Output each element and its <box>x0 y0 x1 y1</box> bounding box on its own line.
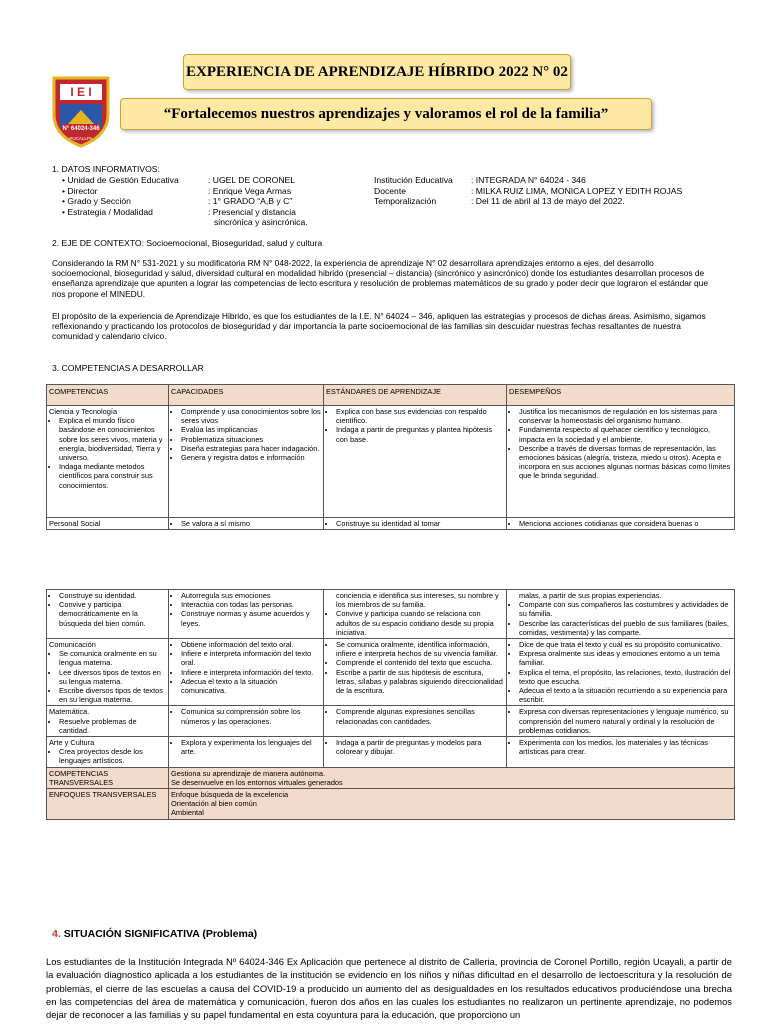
table-cell <box>169 639 324 706</box>
list-item: Orientación al bien común <box>171 799 257 809</box>
table-cell <box>169 518 324 530</box>
list-item: Se desenvuelve en los entornos virtuales generados <box>171 777 343 787</box>
datos-value: : UGEL DE CORONEL <box>208 175 296 185</box>
table-cell <box>507 406 735 518</box>
list-item: Ambiental <box>171 808 204 818</box>
list-item: • Comprende el contenido del texto que escucha. <box>336 658 504 667</box>
list-item: • Se comunica oralmente en su lengua materna. <box>59 649 166 667</box>
list-item: • Construye normas y asume acuerdos y leyes. <box>181 609 321 627</box>
continued-text: conciencia e identifica sus intereses, su nombre y los miembros de su familia. <box>336 591 499 610</box>
table-row <box>47 789 735 820</box>
table-cell <box>507 590 735 639</box>
datos-value: : INTEGRADA N° 64024 - 346 <box>471 175 586 185</box>
datos-left-labels <box>62 175 212 217</box>
list-item: • Explica con base sus evidencias con respaldo científico. <box>336 407 504 425</box>
list-item: • Adecua el texto a la situación recurriendo a su experiencia para escribir. <box>519 686 732 704</box>
table-cell <box>47 737 169 768</box>
contexto-paragraph-1: Considerando la RM N° 531-2021 y su modificatoria RM N° 048-2022, la experiencia de aprendizaje N° 02 desarrollara aprendizajes entorno a ejes, del desarrollo socioemocional, bioseguridad y salud, diversidad cultural en modalidad hibrido (presencial – distancia) (sincrónico y asincrónico) donde los estudiantes desarrollan procesos de enseñanza aprendizaje que apunten a lograr las competencias de lecto escritura y resolución de problemas matemáticos de su grado y poder decir que lograron el estándar que nos propone el MINEDU. <box>52 258 708 299</box>
list-item: • Diseña estrategias para hacer indagación. <box>181 444 321 453</box>
table-row <box>47 518 735 530</box>
list-item: Gestiona su aprendizaje de manera autónoma. <box>171 768 326 778</box>
table-cell <box>47 639 169 706</box>
list-item: • Resuelve problemas de cantidad. <box>59 717 166 735</box>
list-item: • Indaga a partir de preguntas y modelos para colorear y dibujar. <box>336 738 504 756</box>
table-cell: Personal Social <box>47 518 169 530</box>
list-item: • Dice de que trata el texto y cuál es su propósito comunicativo. <box>519 640 732 649</box>
list-item: • Escribe diversos tipos de textos en su lengua materna. <box>59 686 166 704</box>
table-row <box>47 706 735 737</box>
datos-label: • Grado y Sección <box>62 196 131 206</box>
header-capacidades: CAPACIDADES <box>169 385 324 406</box>
list-item: • Adecua el texto a la situación comunicativa. <box>181 677 321 695</box>
datos-value: : 1° GRADO “A,B y C” <box>208 196 293 206</box>
logo-top-text: I E I <box>70 85 92 99</box>
area-name: Comunicación <box>49 640 96 650</box>
list-item: • Se valora a sí mismo <box>181 519 321 528</box>
datos-label: Temporalización <box>374 196 437 206</box>
datos-right-labels <box>374 175 474 207</box>
datos-heading: 1. DATOS INFORMATIVOS: <box>52 164 160 174</box>
table-cell <box>507 639 735 706</box>
datos-label: Institución Educativa <box>374 175 453 185</box>
table-cell <box>47 590 169 639</box>
list-item: • Autorregula sus emociones <box>181 591 321 600</box>
table-cell <box>47 706 169 737</box>
table-cell <box>47 406 169 518</box>
datos-value: : MILKA RUIZ LIMA, MONICA LOPEZ Y EDITH ROJAS <box>471 185 683 196</box>
table-cell <box>324 590 507 639</box>
table-cell <box>324 406 507 518</box>
situacion-number: 4. <box>52 928 61 940</box>
list-item: • Se comunica oralmente, identifica información, infiere e interpreta hechos de su vivencia familiar. <box>336 640 504 658</box>
table-cell: ENFOQUES TRANSVERSALES <box>47 789 169 820</box>
list-item: • Comunica su comprensión sobre los números y las operaciones. <box>181 707 321 725</box>
list-item: • Convive y participa cuando se relaciona con adultos de su espacio cotidiano desde su propia iniciativa. <box>336 609 504 637</box>
datos-label: • Unidad de Gestión Educativa <box>62 175 179 185</box>
table-cell: COMPETENCIAS TRANSVERSALES <box>47 767 169 788</box>
table-cell <box>169 789 735 820</box>
competencias-table-continued <box>46 589 735 820</box>
datos-label: Docente <box>374 185 407 196</box>
continued-text: malas, a partir de sus propias experiencias. <box>519 591 662 600</box>
list-item: • Lee diversos tipos de textos en su lengua materna. <box>59 668 166 686</box>
list-item: • Explica el tema, el propósito, las relaciones, texto, ilustración del texto que escucha. <box>519 668 732 686</box>
datos-label: • Director <box>62 185 98 196</box>
header-desempenos: DESEMPEÑOS <box>507 385 735 406</box>
situacion-paragraph: Los estudiantes de la Institución Integrada Nº 64024-346 Ex Aplicación que pertenece al distrito de Calleria, provincia de Coronel Portillo, región Ucayali, a partir de la evaluación diagnostico aplicada a los estudiantes de la institución se evidencio en los niños y niñas dificultad en el desarrollo de lectoescritura y la resolución de problemas, el cierre de las escuelas a causa del COVID-19 a producido un aumento del as desigualdades en los resultados educativos produciéndose una brecha en las competencias del área de matemática y comunicación, fueron dos años en las cuales los estudiantes no realizaron un pertinente aprendizaje, no podemos dejar de reconocer a las familias y su papel fundamental en esta coyuntura para la educación, que proporciono un <box>46 956 732 1021</box>
list-item: • Menciona acciones cotidianas que considera buenas o <box>519 519 732 528</box>
list-item: • Evalúa las implicancias <box>181 425 321 434</box>
situacion-heading <box>52 928 257 940</box>
datos-left-values <box>208 175 368 228</box>
table-row <box>47 767 735 788</box>
table-cell <box>324 706 507 737</box>
competencias-heading: 3. COMPETENCIAS A DESARROLLAR <box>52 363 204 373</box>
list-item: • Construye su identidad al tomar <box>336 519 504 528</box>
list-item: • Explica el mundo físico basándose en conocimientos sobre los seres vivos, materia y energía, biodiversidad, Tierra y universo. <box>59 416 166 462</box>
table-cell <box>169 737 324 768</box>
table-cell <box>507 706 735 737</box>
list-item: • Explora y experimenta los lenguajes del arte. <box>181 738 321 756</box>
list-item: • Indaga mediante metodos científicos para construir sus conocimientos. <box>59 462 166 490</box>
list-item: Enfoque búsqueda de la excelencia <box>171 790 289 800</box>
list-item: • Interactúa con todas las personas. <box>181 600 321 609</box>
contexto-paragraph-2: El propósito de la experiencia de Aprendizaje Hibrido, es que los estudiantes de la I.E. N° 64024 – 346, apliquen las estrategias y procesos de dichas áreas. Asimismo, sigamos reflexionando y practicando los protocolos de bioseguridad y dar importancia la parte socioemocional de las familias sin descuidar nuestras fechas resaltantes de nuestra comunidad y calendario cívico. <box>52 311 706 342</box>
datos-value: : Del 11 de abril al 13 de mayo del 2022. <box>471 196 625 206</box>
list-item: • Infiere e interpreta información del texto. <box>181 668 321 677</box>
table-row <box>47 639 735 706</box>
area-name: Ciencia y Tecnología <box>49 407 118 416</box>
list-item: • Infiere e interpreta información del texto oral. <box>181 649 321 667</box>
list-item: • Construye su identidad. <box>59 591 166 600</box>
table-cell <box>169 706 324 737</box>
list-item: • Problematiza situaciones <box>181 435 321 444</box>
header-estandares: ESTÁNDARES DE APRENDIZAJE <box>324 385 507 406</box>
competencias-table <box>46 384 735 530</box>
list-item: • Describe a través de diversas formas de representación, las emociones básicas (alegría, tristeza, miedo u otros). Acepta e incorpora en sus acciones algunas normas básicas como límites que le brinda seguridad. <box>519 444 732 481</box>
list-item: • Describe las características del pueblo de sus familiares (bailes, comidas, vestimenta) y las comparte. <box>519 619 732 637</box>
contexto-heading-label: 2. EJE DE CONTEXTO: <box>52 238 147 248</box>
list-item: • Escribe a partir de sus hipótesis de escritura, letras, sílabas y palabras siguiendo direccionalidad de la escritura. <box>336 668 504 696</box>
datos-right-values <box>471 175 741 207</box>
situacion-title: SITUACIÓN SIGNIFICATIVA (Problema) <box>63 928 258 940</box>
table-cell <box>324 518 507 530</box>
list-item: • Comparte con sus compañeros las costumbres y actividades de su familia. <box>519 600 732 618</box>
logo-bottom-text: PUCALLPA <box>69 136 93 141</box>
list-item: • Experimenta con los medios, los materiales y las técnicas artísticas para crear. <box>519 738 732 756</box>
list-item: • Comprende y usa conocimientos sobre los seres vivos <box>181 407 321 425</box>
table-cell <box>169 590 324 639</box>
table-row <box>47 406 735 518</box>
list-item: • Genera y registra datos e información <box>181 453 321 462</box>
datos-value: : Presencial y distancia <box>208 206 296 217</box>
table-cell <box>507 737 735 768</box>
list-item: • Obtiene información del texto oral. <box>181 640 321 649</box>
page-title: EXPERIENCIA DE APRENDIZAJE HÍBRIDO 2022 N° 02 <box>183 54 571 90</box>
table-header-row <box>47 385 735 406</box>
logo-number: N° 64024-346 <box>62 126 100 132</box>
contexto-heading <box>52 238 322 248</box>
page-subtitle: “Fortalecemos nuestros aprendizajes y valoramos el rol de la familia” <box>120 98 652 130</box>
table-row <box>47 737 735 768</box>
table-row <box>47 590 735 639</box>
list-item: • Justifica los mecanismos de regulación en los sistemas para conservar la homeostasis del organismo humano. <box>519 407 732 425</box>
datos-value: sincrónica y asincrónica. <box>214 217 308 227</box>
list-item: • Convive y participa democráticamente en la búsqueda del bien común. <box>59 600 166 628</box>
list-item: • Expresa con diversas representaciones y lenguaje numérico, su comprensión del numero natural y ordinal y la resolución de problemas cotidianos. <box>519 707 732 735</box>
school-logo <box>50 74 112 148</box>
area-name: Matemática. <box>49 707 90 717</box>
contexto-heading-value: Socioemocional, Bioseguridad, salud y cultura <box>146 238 323 248</box>
table-cell <box>324 639 507 706</box>
table-cell <box>507 518 735 530</box>
table-cell <box>169 406 324 518</box>
table-cell <box>169 767 735 788</box>
header-competencias: COMPETENCIAS <box>47 385 169 406</box>
datos-value: : Enrique Vega Armas <box>208 185 292 196</box>
list-item: • Comprende algunas expresiones sencillas relacionadas con cantidades. <box>336 707 504 725</box>
list-item: • Fundamenta respecto al quehacer científico y tecnológico, impacta en la sociedad y el ambiente. <box>519 425 732 443</box>
datos-label: • Estrategia / Modalidad <box>62 206 153 217</box>
list-item: • Expresa oralmente sus ideas y emociones entorno a un tema familiar. <box>519 649 732 667</box>
list-item: • Indaga a partir de preguntas y plantea hipótesis con base. <box>336 425 504 443</box>
list-item: • Crea proyectos desde los lenguajes artísticos. <box>59 747 166 765</box>
area-name: Arte y Cultura <box>49 738 95 748</box>
table-cell <box>324 737 507 768</box>
